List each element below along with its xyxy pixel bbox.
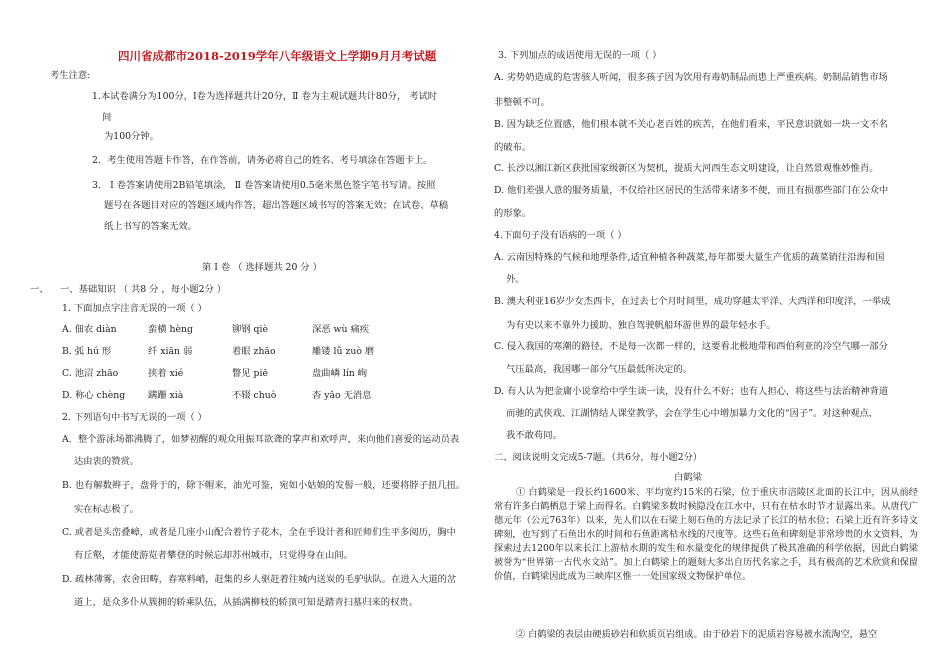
q2-option-c-cont: 有丘壑，才能使游览者攀登的时候忘却苏州城市，只觉得身在山间。: [74, 550, 353, 561]
q1-option-b-1: B. 弧 hú 形: [62, 346, 112, 357]
q1-option-d-1: D. 称心 chèng: [62, 390, 126, 401]
q4-option-d: D. 有人认为把金庸小说拿给中学生读一读，没有什么不好；也有人担心，将这些与法治精神背道: [494, 386, 889, 397]
q3-option-b: B. 因为缺乏位置感，他们根本就不关心老百姓的疾苦，在他们看来，平民意识就如一块一文不名: [494, 119, 888, 130]
notice-2: 2．考生使用答题卡作答，在作答前，请务必将自己的姓名、考号填涂在答题卡上。: [92, 155, 433, 166]
q2-option-d-cont: 道上，是众多仆从簇拥的轿乘队伍，从插满柳枝的轿顶可知是踏青扫墓归来的权贵。: [74, 597, 418, 608]
q2-option-d: D. 疏林薄雾，农舍田畴，春寒料峭，赶集的乡人驱赶着往城内送炭的毛驴驮队。在进入大道的岔: [62, 574, 457, 585]
q3-option-a: A. 劣势奶造成的危害骇人听闻，很多孩子因为饮用有毒奶制品而患上严重疾病。奶制品销售市场: [494, 72, 888, 83]
q3-option-a-cont: 非整顿不可。: [494, 97, 550, 108]
question-4: 4.下面句子没有语病的一项（ ）: [494, 230, 627, 241]
q4-option-b: B. 澳大利亚16岁少女杰西卡，在过去七个月时间里，成功穿越太平洋、大西洋和印度洋，一举成: [494, 296, 891, 307]
article-paragraph-2: ② 白鹤梁的表层由硬质砂岩和软质页岩组成。由于砂岩下的泥质岩容易被水流淘空，悬空: [516, 629, 878, 640]
exam-title: 四川省成都市2018-2019学年八年级语文上学期9月月考试题: [118, 49, 437, 63]
q2-option-a-cont: 达由衷的赞赏。: [74, 456, 140, 467]
q2-option-a: A．整个游泳场都沸腾了，如梦初醒的观众用振耳欲聋的掌声和欢呼声，来向他们喜爱的运动员表: [62, 434, 460, 445]
article-paragraph-1: ① 白鹤梁是一段长约1600米、平均宽约15米的石梁，位于重庆市涪陵区北面的长江中，因从前经常有许多白鹤栖息于梁上而得名。白鹤梁多数时候隐没在江水中，只有在枯水时节才显露出来。从唐代广德元年（公元763年）以来，先人们以在石梁上刻石鱼的方法记录了长江的枯水位；石梁上近有许多诗文碑刻，也写到了石鱼出水的时间和石鱼距离枯水线的尺度等。这些石鱼和碑刻是非常珍贵的水文资料，为探索过去1200年以来长江上游枯水期的发生和水量变化的规律提供了极其准确的科学依据，因此白鹤梁被誉为“世界第一古代水文站”。加上白鹤梁上的题刻大多出自历代名家之手，具有极高的艺术欣赏和保留价值，白鹤梁因此成为三峡库区惟一一处国家级文物保护单位。: [494, 487, 918, 582]
q4-option-d-cont: 而驰的武侠戏、江湖情结人课堂教学，会在学生心中增加暴力文化的“因子”。对这种观点，: [506, 408, 879, 419]
q1-option-d-4: 杳 yǎo 无消息: [312, 390, 372, 401]
section-one-number: 一、: [30, 284, 49, 295]
q1-option-a-3: 铆钢 qiè: [232, 324, 268, 335]
notice-1: 1.本试卷满分为100分，Ⅰ卷为选择题共计20分，Ⅱ 卷为主观试题共计80分， 考试时: [92, 91, 438, 102]
q4-option-a: A. 云南因特殊的气候和地理条件,适宜种植各种蔬菜,每年都要大量生产优质的蔬菜销往沿海和国: [494, 252, 885, 263]
part-one-heading: 第 Ⅰ 卷 （ 选择题共 20 分 ）: [202, 262, 322, 273]
q3-option-b-cont: 的破布。: [494, 142, 532, 153]
question-2: 2. 下列语句中书写无误的一项（ ）: [62, 412, 207, 423]
notice-1-cont: 间: [102, 112, 112, 123]
q4-option-c-cont: 气压最高，我国哪一部分气压最低所决定的。: [506, 364, 692, 375]
q4-option-b-cont: 为有史以来不靠外力援助、独自驾驶帆船环游世界的最年轻水手。: [506, 320, 776, 331]
q1-option-a-1: A. 佃农 diàn: [62, 324, 117, 335]
q3-option-d: D. 他们差强人意的服务质量，不仅给社区居民的生活带来诸多不便，而且有损那些部门在公众中: [494, 185, 889, 196]
q1-option-c-1: C. 池沼 zhāo: [62, 368, 119, 379]
q1-option-c-4: 盘曲嶙 lín 峋: [312, 368, 368, 379]
notice-1-cont2: 为100分钟。: [104, 131, 159, 142]
q2-option-b-cont: 实在标志极了。: [74, 504, 140, 515]
q3-option-d-cont: 的形象。: [494, 208, 532, 219]
q1-option-a-2: 蛮横 hèng: [148, 324, 193, 335]
q2-option-c: C. 或者是头峦叠嶂，或者是几座小山配合着竹子花木，全在乎设计者和匠师们生平多阅历，胸中: [62, 527, 456, 538]
notice-heading: 考生注意:: [50, 70, 91, 81]
q1-option-b-3: 着眼 zhāo: [232, 346, 276, 357]
q4-option-a-cont: 外。: [506, 274, 525, 285]
q1-option-b-4: 雕镂 lǚ zuò 磨: [312, 346, 375, 357]
q1-option-d-2: 蹒跚 xià: [148, 390, 184, 401]
q1-option-c-2: 挟着 xié: [148, 368, 184, 379]
q1-option-c-3: 瞥见 piē: [232, 368, 268, 379]
q3-option-c: C. 长沙以湘江新区获批国家级新区为契机，提质大河西生态文明建设，让自然景观惟妙惟肖。: [494, 163, 879, 174]
q4-option-c: C. 侵入我国的寒潮的路径，不是每一次都一样的，这要看北极地带和西伯利亚的冷空气哪一部分: [494, 341, 888, 352]
q4-option-d-cont2: 我不敢苟同。: [506, 430, 562, 441]
q1-option-d-3: 不辍 chuò: [232, 390, 277, 401]
notice-3: 3． Ⅰ 卷答案请使用2B铅笔填涂， Ⅱ 卷答案请使用0.5毫米黑色签字笔书写请。按照: [92, 180, 436, 191]
notice-3-cont2: 纸上书写的答案无效。: [104, 221, 197, 232]
section-two-heading: 二、阅读说明文完成5-7题。（共6分，每小题2分）: [494, 452, 703, 463]
article-title: 白鹤梁: [674, 472, 702, 483]
section-one-heading: 一、基础知识 （ 共8 分 ，每小题2分 ）: [60, 284, 227, 295]
q1-option-a-4: 深恶 wù 痛疾: [312, 324, 370, 335]
question-3: 3. 下列加点的成语使用无误的一项（ ）: [498, 50, 662, 61]
notice-3-cont: 题号在各题目对应的答题区域内作答，超出答题区域书写的答案无效；在试卷、草稿: [104, 200, 448, 211]
q1-option-b-2: 纤 xiān 弱: [148, 346, 193, 357]
question-1: 1. 下面加点字注音无误的一项（ ）: [62, 303, 207, 314]
q2-option-b: B. 也有解数辫子，盘骨于的，除下帽来，油光可鉴，宛如小姑娘的发髻一般，还要将脖子扭几扭。: [62, 480, 466, 491]
